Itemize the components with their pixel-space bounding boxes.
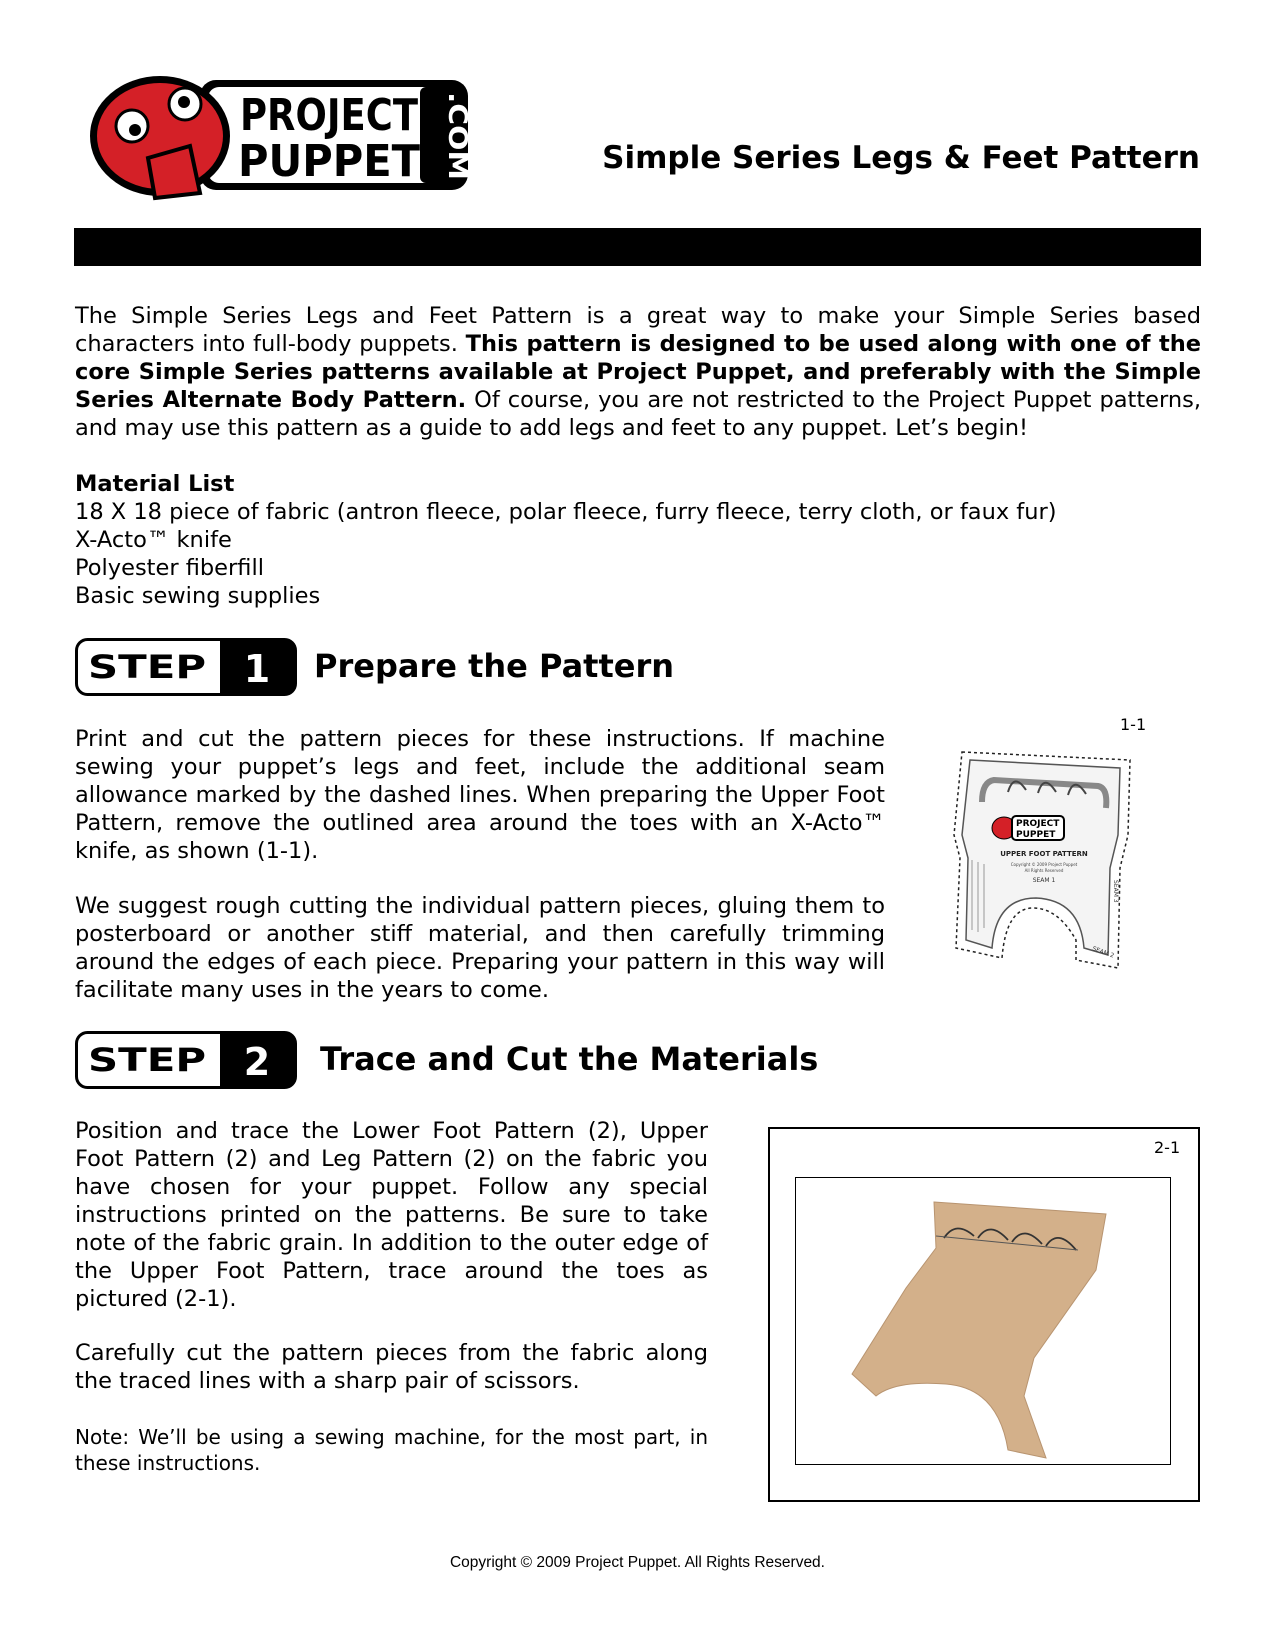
step-1-badge [75,638,297,696]
step-word: STEP [88,648,206,686]
material-item: X-Acto™ knife [75,527,232,553]
figure-logo-line1: PROJECT [1016,819,1060,829]
material-item: 18 X 18 piece of fabric (antron fleece, polar fleece, furry fleece, terry cloth, or faux fur) [75,499,1057,525]
project-puppet-logo [90,68,480,208]
figure-1-1-upper-foot-pattern [948,740,1158,980]
step-2-paragraph-2: Carefully cut the pattern pieces from the fabric along the traced lines with a sharp pair of scissors. [75,1340,708,1394]
figure-seam-1: SEAM 1 [1032,877,1056,884]
material-item: Polyester fiberfill [75,555,264,581]
figure-2-1-label: 2-1 [1154,1138,1181,1157]
step-1-paragraph-1: Print and cut the pattern pieces for these instructions. If machine sewing your puppet’s legs and feet, include the additional seam allowance marked by the dashed lines. When preparing the Upper Foot Pattern, remove the outlined area around the toes with an X-Acto™ knife, as shown (1-1). [75,726,885,864]
intro-text-1: The Simple Series Legs and Feet Pattern is a great way to make your Simple Series based characters into full-body puppets. [75,303,1201,357]
step-2-note: Note: We’ll be using a sewing machine, for the most part, in these instructions. [75,1425,708,1475]
material-item: Basic sewing supplies [75,583,321,609]
figure-1-1-label: 1-1 [1120,715,1147,734]
figure-logo-line2: PUPPET [1016,830,1056,840]
step-number: 2 [243,1040,271,1084]
material-list-heading: Material List [75,471,235,497]
document-title: Simple Series Legs & Feet Pattern [602,140,1200,176]
logo-text-project: PROJECT [240,90,418,141]
intro-text-2: Of course, you are not restricted to the Project Puppet patterns, and may use this pattern as a guide to add legs and feet to any puppet. Let’s begin! [75,387,1201,441]
figure-2-1-photo-frame [795,1177,1171,1465]
figure-seam-3: SEAM 3 [1112,880,1119,903]
logo-text-puppet: PUPPET [238,136,420,187]
figure-caption: UPPER FOOT PATTERN [1000,850,1088,858]
step-word: STEP [88,1041,206,1079]
title-divider-bar [74,228,1201,266]
step-1-paragraph-2: We suggest rough cutting the individual pattern pieces, gluing them to posterboard or another stiff material, and then carefully trimming around the edges of each piece. Preparing your pattern in this way will facilitate many uses in the years to come. [75,893,885,1003]
step-2-heading: Trace and Cut the Materials [320,1040,819,1078]
step-number: 1 [243,647,271,691]
intro-text-bold: This pattern is designed to be used along with one of the core Simple Series patterns available at Project Puppet, and preferably with the Simple Series Alternate Body Pattern. [75,331,1201,413]
material-list [75,470,1201,610]
figure-copyright: Copyright © 2009 Project Puppet [1010,862,1078,867]
intro-paragraph [75,302,1201,442]
figure-2-1-traced-fabric [796,1178,1170,1464]
figure-rights: All Rights Reserved [1024,868,1064,873]
step-2-paragraph-1: Position and trace the Lower Foot Pattern (2), Upper Foot Pattern (2) and Leg Pattern (2) on the fabric you have chosen for your puppet. Follow any special instructions printed on the patterns. Be sure to take note of the fabric grain. In addition to the outer edge of the Upper Foot Pattern, trace around the toes as pictured (2-1). [75,1118,708,1312]
logo-text-com: .COM [442,92,472,169]
figure-seam-2: SEAM 2 [1091,945,1115,960]
step-2-badge [75,1031,297,1089]
copyright-footer: Copyright © 2009 Project Puppet. All Rights Reserved. [449,1554,825,1571]
step-1-heading: Prepare the Pattern [314,647,675,685]
